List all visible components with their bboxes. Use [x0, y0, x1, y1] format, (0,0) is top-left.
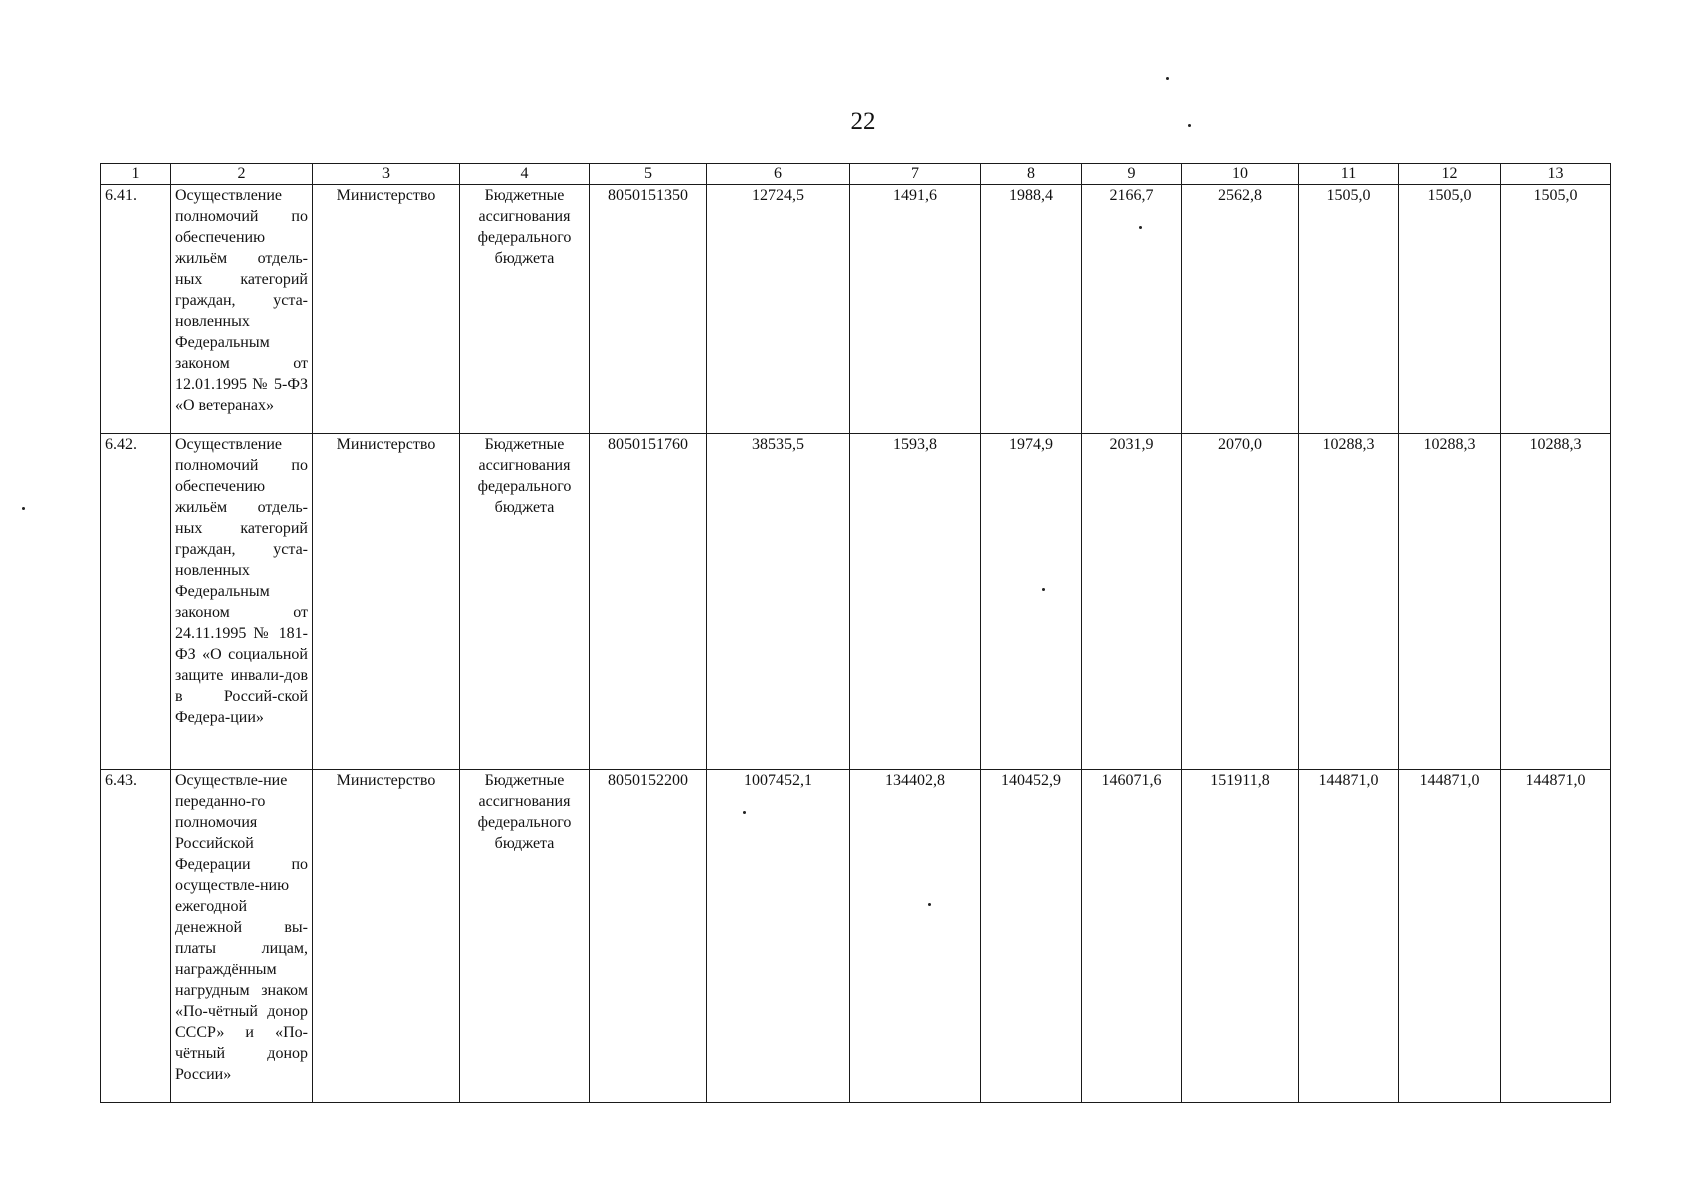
value-year: 10288,3 — [1399, 434, 1501, 770]
column-number: 8 — [981, 164, 1082, 185]
measure-name: Осуществление полномочий по обеспечению жильём отдель-ных категорий граждан, уста-новленных Федеральным законом от 12.01.1995 № 5-ФЗ «О ветеранах» — [171, 185, 313, 434]
column-number: 7 — [850, 164, 981, 185]
budget-code: 8050152200 — [590, 770, 707, 1103]
value-year: 10288,3 — [1501, 434, 1611, 770]
column-number: 1 — [101, 164, 171, 185]
column-number: 10 — [1182, 164, 1299, 185]
executor: Министерство — [313, 434, 460, 770]
column-number: 3 — [313, 164, 460, 185]
column-number: 2 — [171, 164, 313, 185]
column-number: 9 — [1082, 164, 1182, 185]
value-year: 134402,8 — [850, 770, 981, 1103]
budget-code: 8050151350 — [590, 185, 707, 434]
column-number: 11 — [1299, 164, 1399, 185]
page-number: 22 — [850, 108, 876, 135]
value-year: 1593,8 — [850, 434, 981, 770]
scan-speck — [1188, 124, 1191, 127]
column-number: 12 — [1399, 164, 1501, 185]
column-number: 4 — [460, 164, 590, 185]
value-year: 1974,9 — [981, 434, 1082, 770]
scan-speck — [22, 507, 25, 510]
value-total: 38535,5 — [707, 434, 850, 770]
value-year: 2562,8 — [1182, 185, 1299, 434]
budget-code: 8050151760 — [590, 434, 707, 770]
value-total: 12724,5 — [707, 185, 850, 434]
scan-speck — [1166, 77, 1169, 80]
value-year: 2166,7 — [1082, 185, 1182, 434]
value-year: 144871,0 — [1501, 770, 1611, 1103]
column-number-row — [101, 164, 1611, 185]
value-year: 1988,4 — [981, 185, 1082, 434]
scan-speck — [1139, 226, 1142, 229]
value-year: 144871,0 — [1299, 770, 1399, 1103]
value-year: 146071,6 — [1082, 770, 1182, 1103]
row-index: 6.42. — [101, 434, 171, 770]
table-row — [101, 434, 1611, 770]
value-year: 1505,0 — [1299, 185, 1399, 434]
row-index: 6.43. — [101, 770, 171, 1103]
executor: Министерство — [313, 185, 460, 434]
scan-speck — [928, 903, 931, 906]
value-year: 10288,3 — [1299, 434, 1399, 770]
value-year: 1505,0 — [1399, 185, 1501, 434]
table-row — [101, 770, 1611, 1103]
value-year: 2070,0 — [1182, 434, 1299, 770]
budget-table — [100, 163, 1611, 1103]
column-number: 5 — [590, 164, 707, 185]
value-year: 151911,8 — [1182, 770, 1299, 1103]
measure-name: Осуществление полномочий по обеспечению жильём отдель-ных категорий граждан, уста-новленных Федеральным законом от 24.11.1995 № 181-ФЗ «О социальной защите инвали-дов в Россий-ской Федера-ции» — [171, 434, 313, 770]
executor: Министерство — [313, 770, 460, 1103]
value-year: 144871,0 — [1399, 770, 1501, 1103]
funding-source: Бюджетные ассигнования федерального бюджета — [460, 434, 590, 770]
funding-source: Бюджетные ассигнования федерального бюджета — [460, 185, 590, 434]
value-year: 140452,9 — [981, 770, 1082, 1103]
measure-name: Осуществле-ние переданно-го полномочия Российской Федерации по осуществле-нию ежегодной денежной вы-платы лицам, награждённым нагрудным знаком «По-чётный донор СССР» и «По-чётный донор России» — [171, 770, 313, 1103]
funding-source: Бюджетные ассигнования федерального бюджета — [460, 770, 590, 1103]
row-index: 6.41. — [101, 185, 171, 434]
table-row — [101, 185, 1611, 434]
column-number: 6 — [707, 164, 850, 185]
value-year: 2031,9 — [1082, 434, 1182, 770]
scan-speck — [1042, 588, 1045, 591]
value-year: 1491,6 — [850, 185, 981, 434]
scan-speck — [743, 811, 746, 814]
value-year: 1505,0 — [1501, 185, 1611, 434]
value-total: 1007452,1 — [707, 770, 850, 1103]
column-number: 13 — [1501, 164, 1611, 185]
